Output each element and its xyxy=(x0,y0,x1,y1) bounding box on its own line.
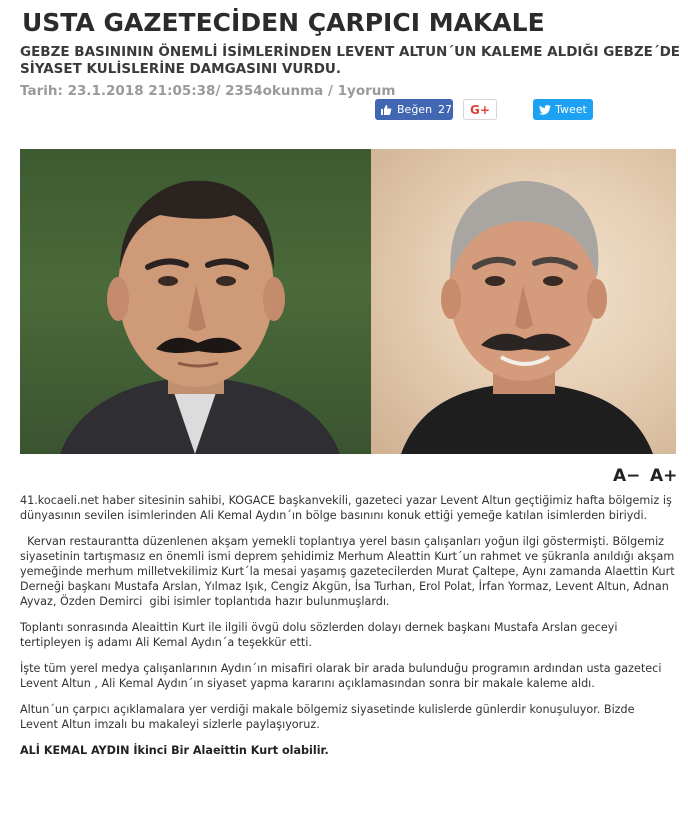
article-paragraph: Kervan restaurantta düzenlenen akşam yemekli toplantıya yerel basın çalışanları yoğun ilgi göstermişti. Bölgemiz siyasetinin tartışmasız en önemli ismi deprem şehidimiz Merhum Aleattin Kurt´un rahmet ve şükranla anıldığı akşam yemeğinde merhum milletvekilimiz Kurt´la mesai yaşamış gazetecilerden Murat Çaltepe, Aynı zamanda Alaettin Kurt Derneği başkanı Mustafa Arslan, Yılmaz Işık, Cengiz Akgün, İsa Turhan, Erol Polat, İrfan Yormaz, Levent Altun, Adnan Ayvaz, Özden Demirci gibi isimler toplantıda hazır bulunmuşlardı. xyxy=(20,535,679,608)
google-plus-button[interactable] xyxy=(463,99,497,120)
facebook-like-button[interactable] xyxy=(375,99,453,120)
tweet-button[interactable] xyxy=(533,99,593,120)
article-paragraph: 41.kocaeli.net haber sitesinin sahibi, KOGACE başkanvekili, gazeteci yazar Levent Altun geçtiğimiz hafta bölgemiz iş dünyasının sevilen isimlerinden Ali Kemal Aydın´ın bölge basınını konuk ettiği yemeğe katılan isimlerden biriydi. xyxy=(20,494,672,522)
thumbs-up-icon xyxy=(380,104,392,116)
article-meta: Tarih: 23.1.2018 21:05:38/ 2354okunma / 1yorum xyxy=(20,83,396,99)
article-paragraph: Toplantı sonrasında Aleaittin Kurt ile ilgili övgü dolu sözlerden dolayı dernek başkanı Mustafa Arslan geceyi tertipleyen iş adamı Ali Kemal Aydın´a teşekkür etti. xyxy=(20,621,618,649)
article-body xyxy=(20,493,679,769)
article-photo xyxy=(20,149,676,454)
tweet-label: Tweet xyxy=(555,103,587,116)
article-headline: USTA GAZETECİDEN ÇARPICI MAKALE xyxy=(22,8,545,37)
twitter-bird-icon xyxy=(539,105,551,115)
article-subheading: ALİ KEMAL AYDIN İkinci Bir Alaeittin Kurt olabilir. xyxy=(20,744,329,757)
font-increase-button[interactable]: A+ xyxy=(650,466,678,486)
portrait-left xyxy=(20,149,371,454)
article-paragraph: Altun´un çarpıcı açıklamalara yer verdiği makale bölgemiz siyasetinde kulislerde günlerdir konuşuluyor. Bizde Levent Altun imzalı bu makaleyi sizlerle paylaşıyoruz. xyxy=(20,703,635,731)
article-paragraph: İşte tüm yerel medya çalışanlarının Aydın´ın misafiri olarak bir arada bulunduğu programın ardından usta gazeteci Levent Altun , Ali Kemal Aydın´ın siyaset yapma kararını açıklamasından sonra bir makale kaleme aldı. xyxy=(20,662,662,690)
facebook-like-count: 27 xyxy=(438,103,453,116)
google-plus-label: G+ xyxy=(470,102,490,117)
portrait-right xyxy=(371,149,676,454)
article-spot: GEBZE BASINININ ÖNEMLİ İSİMLERİNDEN LEVENT ALTUN´UN KALEME ALDIĞI GEBZE´DE SİYASET KULİSLERİNE DAMGASINI VURDU. xyxy=(20,44,681,77)
font-decrease-button[interactable]: A− xyxy=(613,466,641,486)
facebook-like-label: Beğen xyxy=(397,103,433,116)
